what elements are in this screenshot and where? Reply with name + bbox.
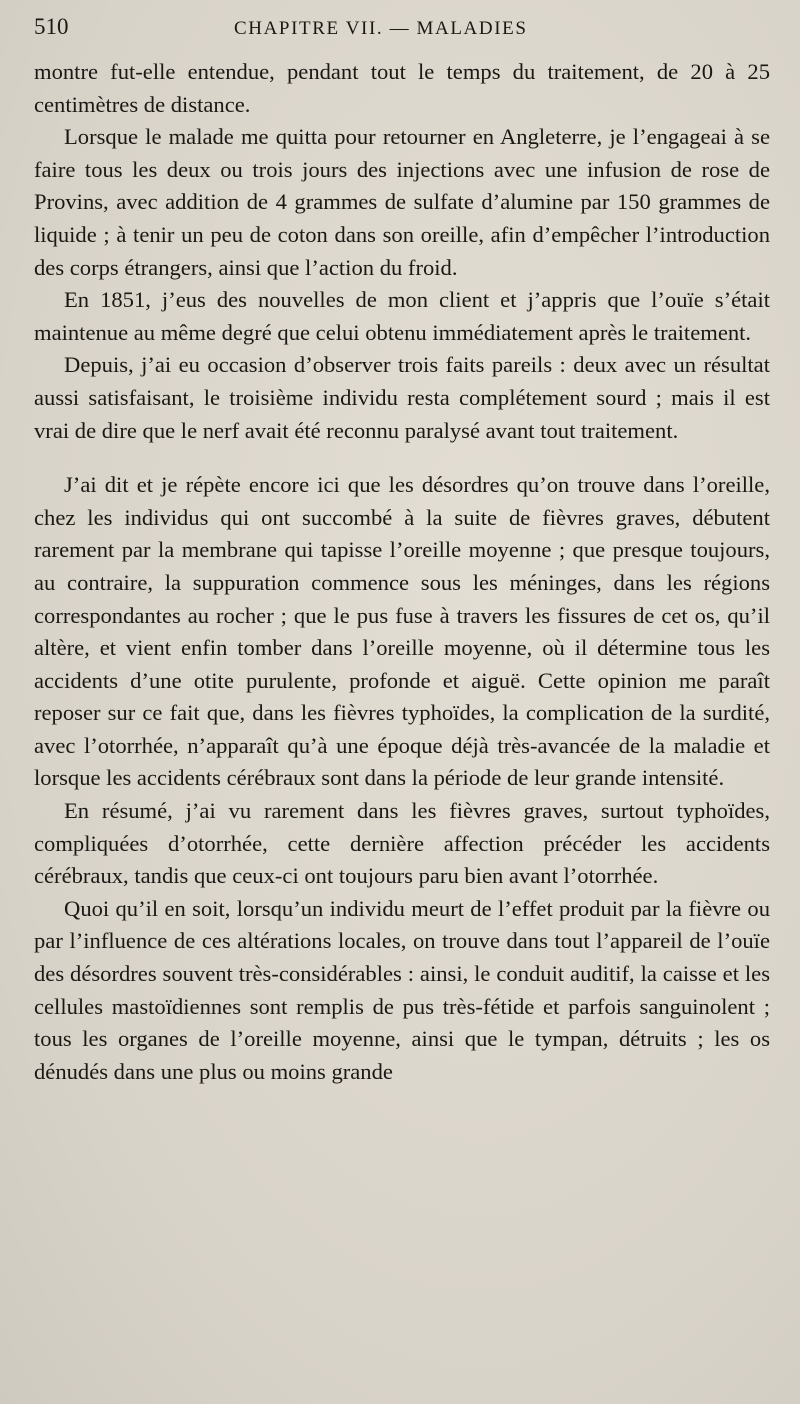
paragraph: Lorsque le malade me quitta pour retourner en Angleterre, je l’engageai à se faire tous les deux ou trois jours des injections avec une infusion de rose de Provins, avec addition de 4 grammes de sulfate d’alumine par 150 grammes de liquide ; à tenir un peu de coton dans son oreille, afin d’empêcher l’introduction des corps étrangers, ainsi que l’action du froid.	[34, 124, 770, 280]
section-break	[34, 447, 770, 469]
running-head	[34, 14, 770, 56]
paragraph: Quoi qu’il en soit, lorsqu’un individu meurt de l’effet produit par la fièvre ou par l’influence de ces altérations locales, on trouve dans tout l’appareil de l’ouïe des désordres souvent très-considérables : ainsi, le conduit auditif, la caisse et les cellules mastoïdiennes sont remplis de pus très-fétide et parfois sanguinolent ; tous les organes de l’oreille moyenne, ainsi que le tympan, détruits ; les os dénudés dans une plus ou moins grande	[34, 895, 770, 1084]
body-text	[34, 56, 770, 1088]
paragraph: En résumé, j’ai vu rarement dans les fièvres graves, surtout typhoïdes, compliquées d’otorrhée, cette dernière affection précéder les accidents cérébraux, tandis que ceux-ci ont toujours paru bien avant l’otorrhée.	[34, 798, 770, 889]
chapter-title: CHAPITRE VII. — MALADIES	[234, 18, 528, 39]
paragraph: En 1851, j’eus des nouvelles de mon client et j’appris que l’ouïe s’était maintenue au même degré que celui obtenu immédiatement après le traitement.	[34, 287, 770, 345]
paragraph: J’ai dit et je répète encore ici que les désordres qu’on trouve dans l’oreille, chez les individus qui ont succombé à la suite de fièvres graves, débutent rarement par la membrane qui tapisse l’oreille moyenne ; que presque toujours, au contraire, la suppuration commence sous les méninges, dans les régions correspondantes au rocher ; que le pus fuse à travers les fissures de cet os, qu’il altère, et vient enfin tomber dans l’oreille moyenne, où il détermine tous les accidents d’une otite purulente, profonde et aiguë. Cette opinion me paraît reposer sur ce fait que, dans les fièvres typhoïdes, la complication de la surdité, avec l’otorrhée, n’apparaît qu’à une époque déjà très-avancée de la maladie et lorsque les accidents cérébraux sont dans la période de leur grande intensité.	[34, 472, 770, 791]
paragraph: Depuis, j’ai eu occasion d’observer trois faits pareils : deux avec un résultat aussi satisfaisant, le troisième individu resta complétement sourd ; mais il est vrai de dire que le nerf avait été reconnu paralysé avant tout traitement.	[34, 352, 770, 443]
page-number: 510	[34, 14, 69, 39]
paragraph-continued: montre fut-elle entendue, pendant tout le temps du traitement, de 20 à 25 centimètres de distance.	[34, 59, 770, 117]
